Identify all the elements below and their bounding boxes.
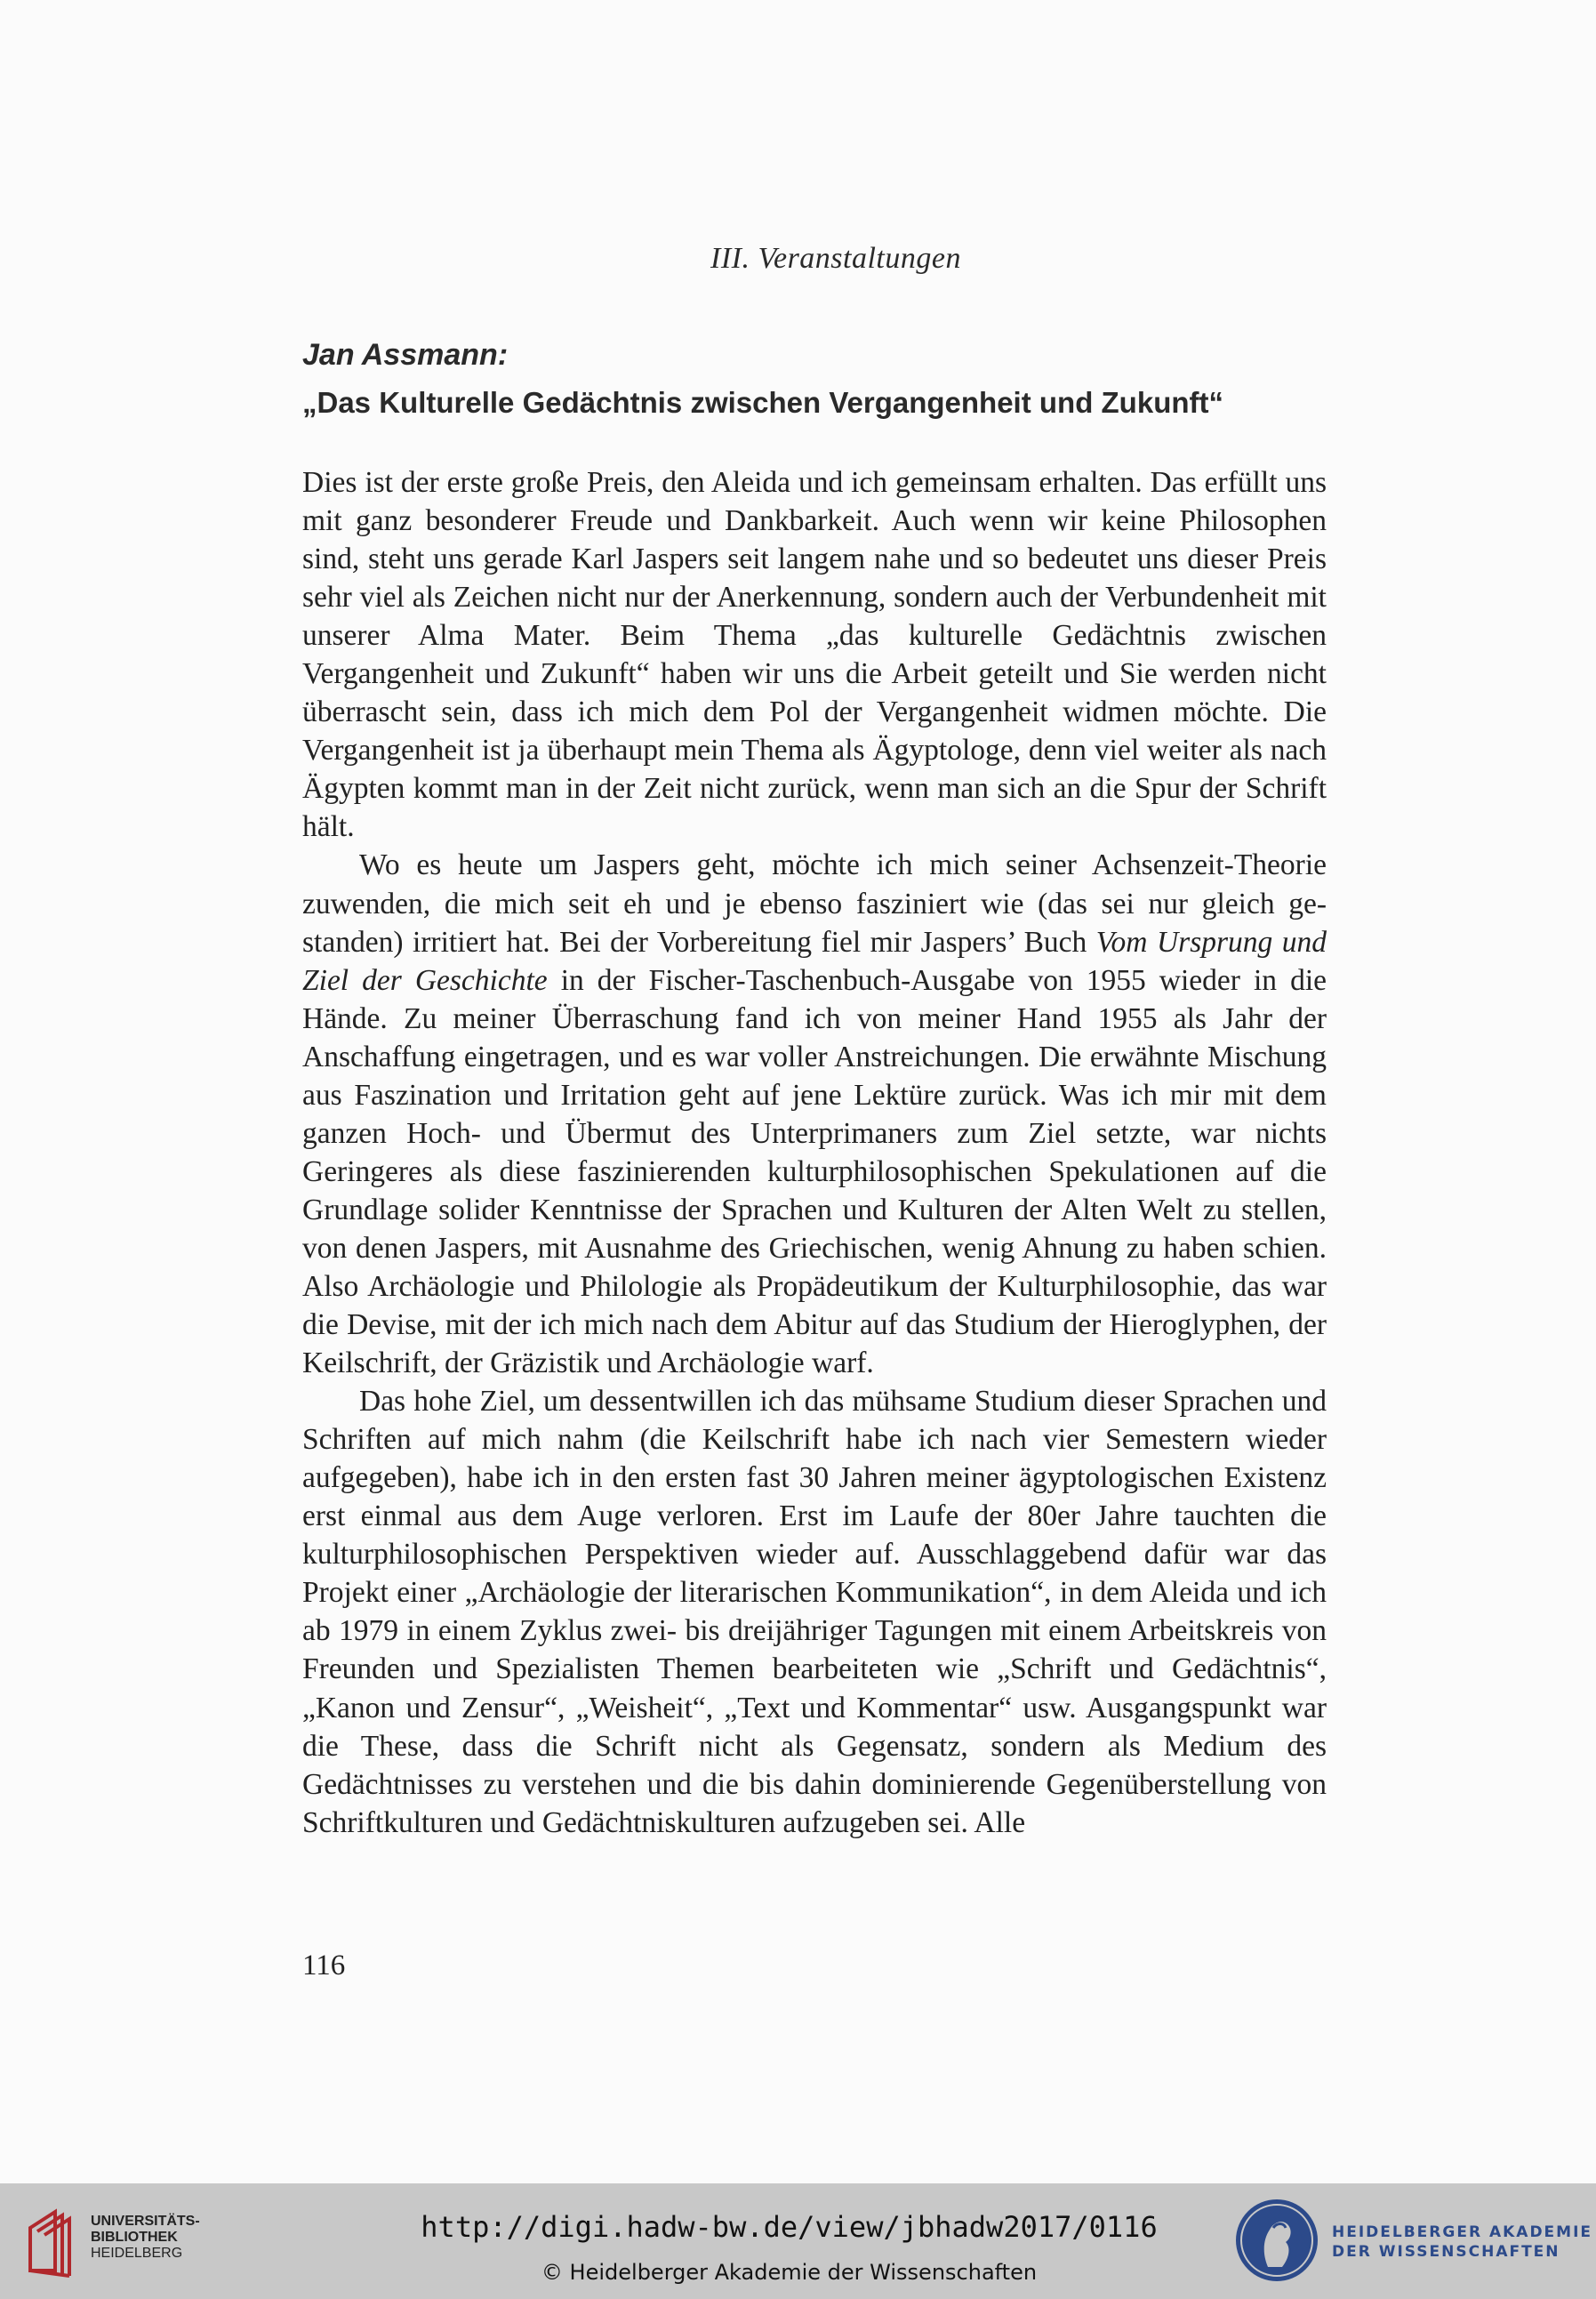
permalink-url[interactable]: http://digi.hadw-bw.de/view/jbhadw2017/0116 [421, 2210, 1158, 2244]
paragraph-2 [302, 846, 1327, 1382]
library-name-line-2: BIBLIOTHEK [91, 2230, 178, 2245]
page-number: 116 [302, 1949, 346, 1981]
book-title: Vom Ursprung und Ziel der Geschichte [302, 925, 1327, 997]
article-body [302, 463, 1327, 1842]
running-head: III. Veranstaltungen [710, 242, 961, 275]
academy-seal-icon[interactable] [1232, 2196, 1321, 2285]
paragraph-3: Das hohe Ziel, um dessentwillen ich das mühsame Studium dieser Sprachen und Schriften auf mich nahm (die Keilschrift habe ich nach vier Semestern wieder aufgegeben), habe ich in den ersten fast 30 Jahren meiner ägyptologischen Existenz erst einmal aus dem Auge verloren. Erst im Laufe der 80er Jahre tauchten die kulturphilosophischen Perspektiven wieder auf. Ausschlaggebend dafür war das Projekt einer „Archäologie der literarischen Kommunikation“, in dem Aleida und ich ab 1979 in einem Zyklus zwei- bis dreijähriger Tagungen mit einem Arbeitskreis von Freunden und Spezialisten Themen bearbeiteten wie „Schrift und Gedächtnis“, „Kanon und Zensur“, „Weisheit“, „Text und Kommentar“ usw. Ausgangspunkt war die These, dass die Schrift nicht als Gegensatz, sondern als Medium des Gedächtnisses zu verstehen und die bis dahin dominierende Gegenüberstellung von Schriftkulturen und Gedächtniskulturen aufzugeben sei. Alle [302, 1385, 1327, 1839]
viewer-footer-bar [0, 2183, 1596, 2299]
article-title: „Das Kulturelle Gedächtnis zwischen Vergangenheit und Zukunft“ [302, 386, 1223, 419]
paragraph-1: Dies ist der erste große Preis, den Aleida und ich gemeinsam erhalten. Das erfüllt uns mit ganz besonderer Freude und Dankbarkeit. Auch wenn wir keine Philosophen sind, steht uns gerade Karl Jaspers seit langem nahe und so bedeutet uns dieser Preis sehr viel als Zeichen nicht nur der Anerkennung, sondern auch der Verbundenheit mit unserer Alma Mater. Beim Thema „das kulturelle Gedächtnis zwischen Vergangenheit und Zukunft“ haben wir uns die Arbeit geteilt und Sie werden nicht überrascht sein, dass ich mich dem Pol der Vergangenheit widmen möchte. Die Vergangenheit ist ja überhaupt mein Thema als Ägyptologe, denn viel weiter als nach Ägypten kommt man in der Zeit nicht zurück, wenn man sich an die Spur der Schrift hält. [302, 466, 1327, 844]
copyright-notice: © Heidelberger Akademie der Wissenschaften [541, 2260, 1038, 2285]
academy-label [1332, 2223, 1592, 2262]
library-name-line-3: HEIDELBERG [91, 2246, 183, 2261]
paragraph-2-text-b: in der Fischer-Taschenbuch-Ausgabe von 1955 wieder in die Hände. Zu meiner Überraschung fand ich von meiner Hand 1955 als Jahr der Anschaffung eingetragen, und es war voller Anstreichungen. Die erwähnte Mischung aus Faszination und Irritation geht auf jene Lektüre zurück. Was ich mir mit dem ganzen Hoch- und Übermut des Unterprimaners zum Ziel setzte, war nichts Geringeres als diese faszinierenden kulturphilosophischen Spekulationen auf die Grundlage solider Kenntnisse der Sprachen und Kulturen der Alten Welt zu stellen, von denen Jaspers, mit Ausnahme des Griechischen, wenig Ahnung zu haben schien. Also Archäologie und Philologie als Propädeutikum der Kulturphilosophie, das war die Devise, mit der ich mich nach dem Abitur auf das Studium der Hieroglyphen, der Keilschrift, der Gräzistik und Archäologie warf. [302, 963, 1327, 1380]
academy-name-line-1: HEIDELBERGER AKADEMIE [1332, 2223, 1593, 2241]
library-name-line-1: UNIVERSITÄTS- [91, 2214, 200, 2229]
article-author: Jan Assmann: [302, 338, 509, 372]
paragraph-2-text-a: Wo es heute um Jaspers geht, möchte ich mich seiner Achsenzeit-Theorie zuwenden, die mich seit eh und je ebenso fasziniert wie (das sei nur gleich gestanden) irritiert hat. Bei der Vorbereitung fiel mir Jaspers’ Buch [302, 848, 1327, 959]
academy-name-line-2: DER WISSENSCHAFTEN [1332, 2243, 1560, 2261]
